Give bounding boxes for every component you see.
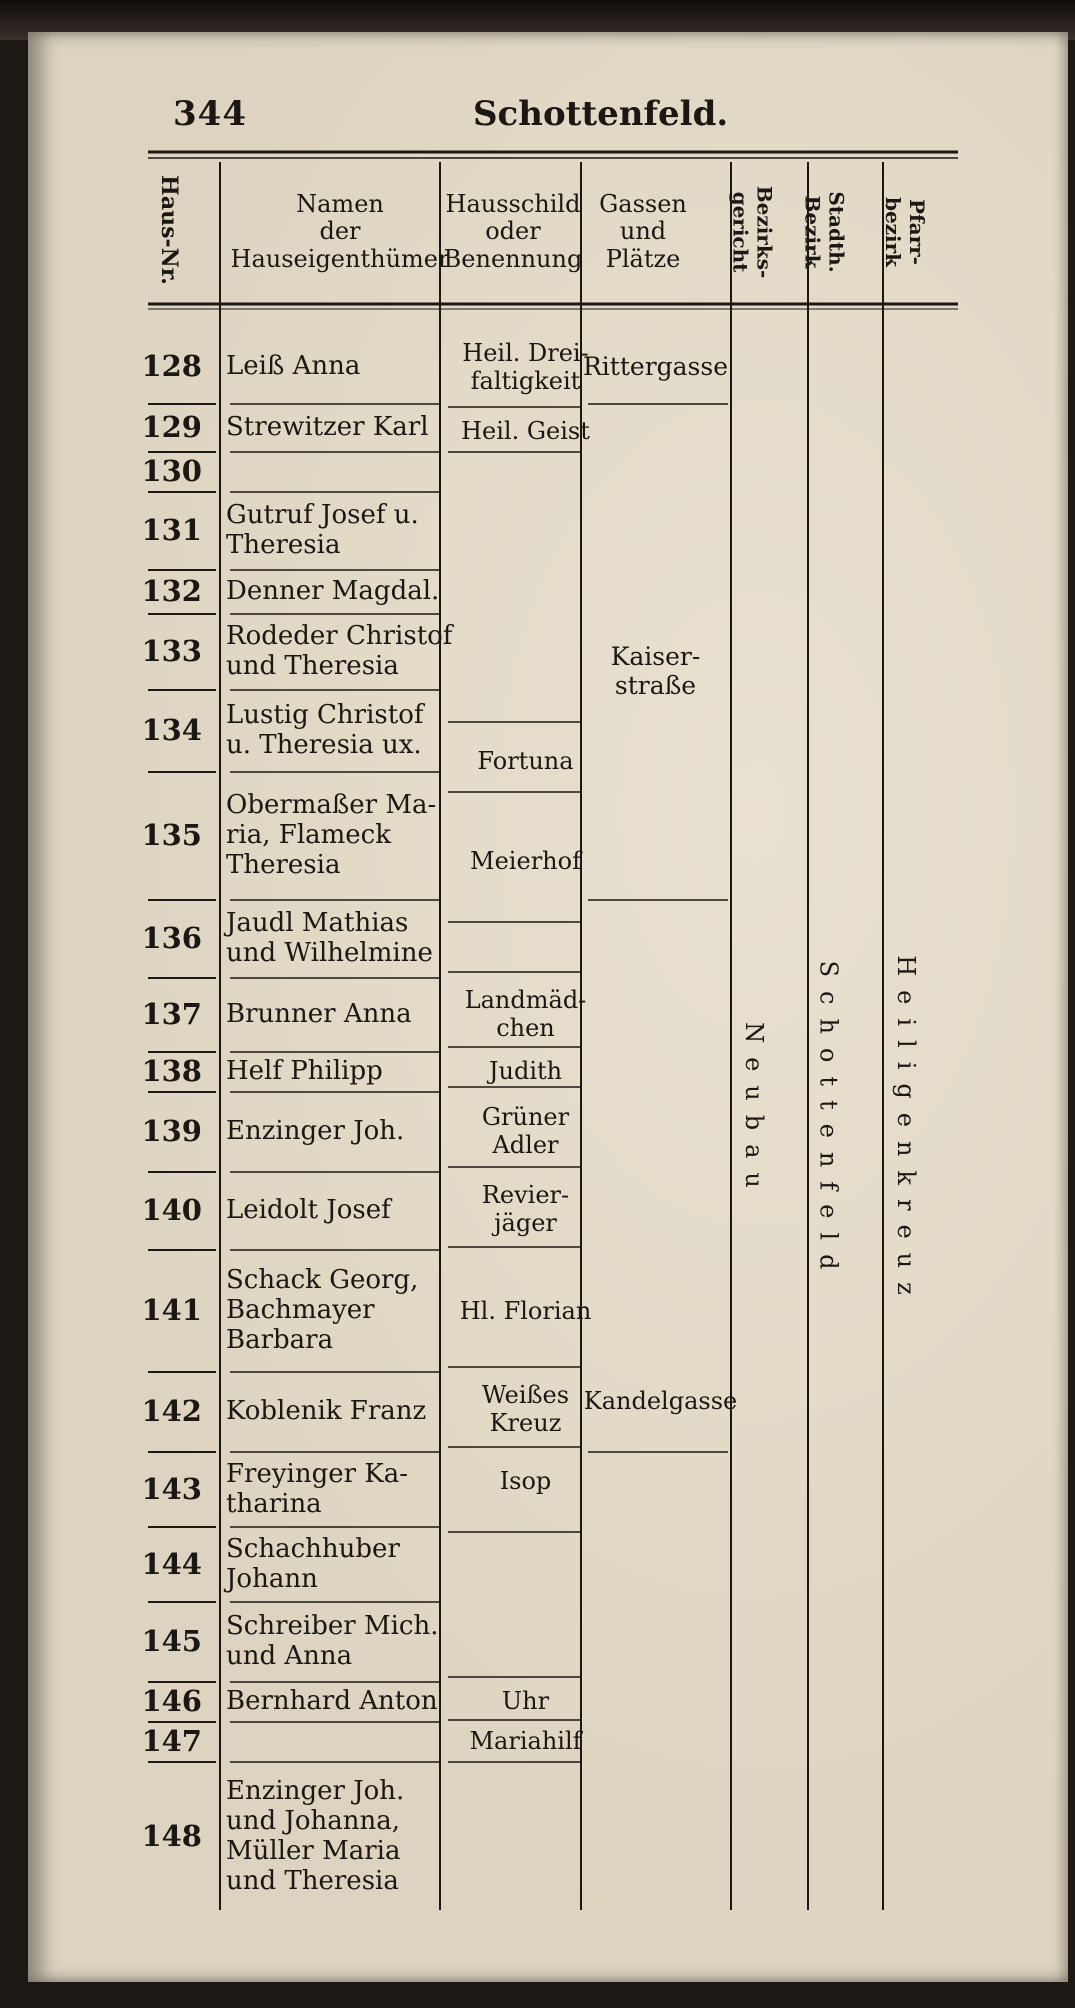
house-number: 145 [141, 1624, 202, 1659]
page-number: 344 [173, 94, 247, 134]
book-page [28, 32, 1068, 1982]
hausschild-cell: Weißes Kreuz [481, 1380, 570, 1437]
house-number: 140 [141, 1193, 202, 1228]
gasse-kaiserstrasse: Kaiser- straße [610, 642, 701, 700]
owner-name: Schack Georg, Bachmayer Barbara [226, 1265, 419, 1355]
hausschild-cell: Meierhof [470, 847, 581, 876]
col-header-hausschild: Hausschild oder Benennung [443, 189, 583, 273]
house-number: 137 [141, 997, 202, 1032]
hausschild-cell: Judith [488, 1057, 563, 1086]
gasse-kandelgasse: Kandelgasse [583, 1387, 738, 1416]
col-header-pfarr-bezirk: Pfarr- bezirk [881, 196, 929, 268]
house-number: 132 [141, 574, 202, 609]
owner-name: Bernhard Anton [226, 1686, 438, 1717]
owner-name: Lustig Christof u. Theresia ux. [226, 700, 424, 760]
house-number: 135 [141, 818, 202, 853]
hausschild-cell: Hl. Florian [459, 1297, 592, 1326]
running-head: Schottenfeld. [473, 94, 729, 134]
house-number: 143 [141, 1471, 202, 1506]
house-number: 136 [141, 921, 202, 956]
house-number: 131 [141, 513, 202, 548]
hausschild-cell: Mariahilf [469, 1727, 582, 1756]
owner-name: Rodeder Christof und Theresia [226, 621, 453, 681]
owner-name: Jaudl Mathias und Wilhelmine [226, 908, 433, 968]
hausschild-cell: Isop [499, 1467, 552, 1496]
hausschild-cell: Grüner Adler [481, 1102, 570, 1159]
owner-name: Enzinger Joh. [226, 1116, 405, 1147]
owner-name: Helf Philipp [226, 1056, 383, 1087]
owner-name: Denner Magdal. [226, 576, 440, 607]
house-number: 148 [141, 1819, 202, 1854]
owner-name: Gutruf Josef u. Theresia [226, 500, 419, 560]
owner-name: Enzinger Joh. und Johanna, Müller Maria und Theresia [226, 1776, 405, 1896]
owner-name: Freyinger Ka- tharina [226, 1458, 409, 1519]
owner-name: Schreiber Mich. und Anna [226, 1611, 439, 1671]
house-number: 133 [141, 634, 202, 669]
col-header-gassen: Gassen und Plätze [599, 189, 687, 273]
gasse-rittergasse: Rittergasse [582, 351, 729, 381]
owner-name: Brunner Anna [226, 999, 412, 1030]
house-number: 147 [141, 1724, 202, 1759]
house-number: 134 [141, 713, 202, 748]
hausschild-cell: Fortuna [477, 747, 574, 776]
hausschild-cell: Heil. Drei- faltigkeit [462, 338, 589, 395]
house-number: 144 [141, 1546, 202, 1581]
owner-name: Obermaßer Ma- ria, Flameck Theresia [226, 790, 437, 880]
house-number: 128 [141, 349, 202, 384]
house-number: 138 [141, 1054, 202, 1089]
col-header-haus-nr: Haus-Nr. [156, 174, 182, 285]
house-number: 146 [141, 1684, 202, 1719]
col-header-stadt-bezirk: Stadth. Bezirk [801, 191, 849, 273]
house-number: 129 [141, 410, 202, 445]
owner-name [226, 1722, 471, 1762]
hausschild-cell: Uhr [501, 1687, 550, 1716]
owner-name: Strewitzer Karl [226, 412, 429, 443]
bezirksgericht-neubau: Neubau [740, 1022, 769, 1202]
owner-name: Schachhuber Johann [226, 1533, 400, 1594]
hausschild-cell: Revier- jäger [481, 1180, 570, 1237]
owner-name: Leiß Anna [226, 351, 361, 382]
col-header-bezirksgericht: Bezirks- gericht [728, 185, 777, 279]
hausschild-cell: Heil. Geist [461, 417, 590, 446]
house-number: 141 [141, 1293, 202, 1328]
house-number: 142 [141, 1394, 202, 1429]
owner-name [226, 452, 471, 492]
house-number: 139 [141, 1114, 202, 1149]
col-header-namen: Namen der Hauseigenthümer [230, 189, 450, 273]
pfarr-bezirk-heiligenkreuz: Heiligenkreuz [892, 955, 921, 1309]
owner-name: Koblenik Franz [226, 1396, 427, 1427]
house-number: 130 [141, 454, 202, 489]
stadt-bezirk-schottenfeld: Schottenfeld [814, 960, 842, 1284]
hausschild-cell: Landmäd- chen [464, 986, 587, 1042]
owner-name: Leidolt Josef [226, 1195, 391, 1226]
